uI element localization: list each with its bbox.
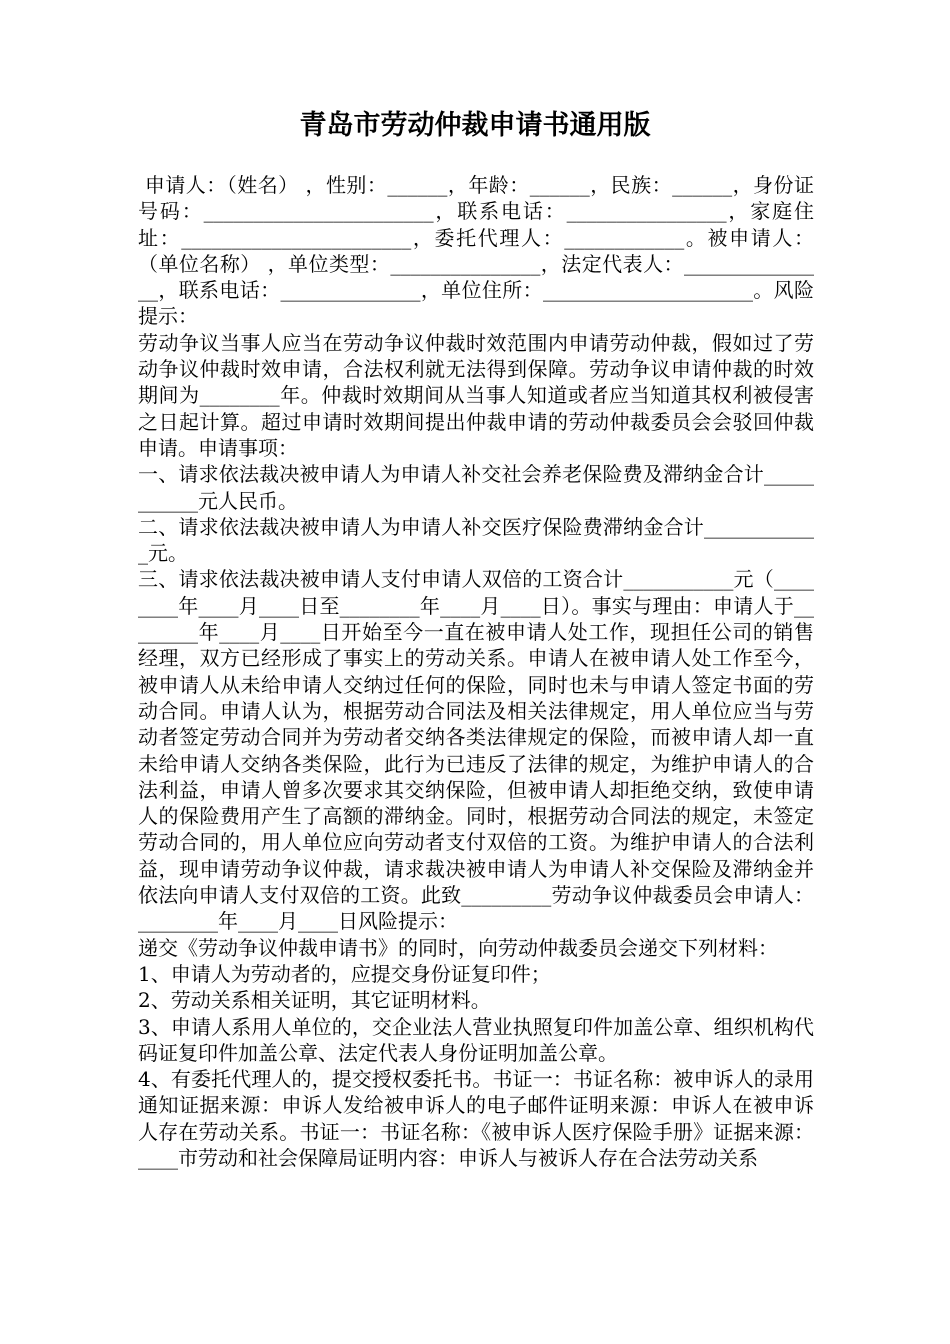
paragraph-material-2: 2、劳动关系相关证明，其它证明材料。 xyxy=(138,988,491,1013)
paragraph-material-1: 1、申请人为劳动者的，应提交身份证复印件； xyxy=(138,961,551,986)
document-body xyxy=(138,172,821,1171)
paragraph-material-3: 3、申请人系用人单位的，交企业法人营业执照复印件加盖公章、组织机构代码证复印件加盖公章、法定代表人身份证明加盖公章。 xyxy=(138,1014,814,1065)
paragraph-claim-1: 一、请求依法裁决被申请人为申请人补交社会养老保险费及滞纳金合计___________元人民币。 xyxy=(138,462,814,513)
paragraph-risk-notice: 劳动争议当事人应当在劳动争议仲裁时效范围内申请劳动仲裁，假如过了劳动争议仲裁时效申请，合法权利就无法得到保障。劳动争议申请仲裁的时效期间为________年。仲裁时效期间从当事人知道或者应当知道其权利被侵害之日起计算。超过申请时效期间提出仲裁申请的劳动仲裁委员会会驳回仲裁申请。申请事项： xyxy=(138,330,814,460)
paragraph-claim-3-facts: 三、请求依法裁决被申请人支付申请人双倍的工资合计___________元（________年____月____日至________年____月____日）。事实与理由：申请人于________年____月____日开始至今一直在被申请人处工作，现担任公司的销售经理，双方已经形成了事实上的劳动关系。申请人在被申请人处工作至今，被申请人从未给申请人交纳过任何的保险，同时也未与申请人签定书面的劳动合同。申请人认为，根据劳动合同法及相关法律规定，用人单位应当与劳动者签定劳动合同并为劳动者交纳各类法律规定的保险，而被申请人却一直未给申请人交纳各类保险，此行为已违反了法律的规定，为维护申请人的合法利益，申请人曾多次要求其交纳保险，但被申请人却拒绝交纳，致使申请人的保险费用产生了高额的滞纳金。同时，根据劳动合同法的规定，未签定劳动合同的，用人单位应向劳动者支付双倍的工资。为维护申请人的合法利益，现申请劳动争议仲裁，请求裁决被申请人为申请人补交保险及滞纳金并依法向申请人支付双倍的工资。此致_________劳动争议仲裁委员会申请人：________年____月____日风险提示： xyxy=(138,567,814,934)
paragraph-claim-2: 二、请求依法裁决被申请人为申请人补交医疗保险费滞纳金合计____________元。 xyxy=(138,514,814,566)
document-title: 青岛市劳动仲裁申请书通用版 xyxy=(299,110,651,141)
paragraph-material-4-evidence: 4、有委托代理人的，提交授权委托书。书证一：书证名称：被申诉人的录用通知证据来源：申诉人发给被申诉人的电子邮件证明来源：申诉人在被申诉人存在劳动关系。书证一：书证名称：《被申诉人医疗保险手册》证据来源：____市劳动和社会保障局证明内容：申诉人与被诉人存在合法劳动关系 xyxy=(138,1067,814,1170)
paragraph-parties: 申请人：（姓名） ，性别：______，年龄：______，民族：______，身份证号码：_______________________，联系电话：________________，家庭住址：_______________________，委托代理人：____________。被申请人： （单位名称） ，单位类型：_______________，法定代表人：_______________，联系电话：______________，单位住所：_____________________。风险提示： xyxy=(138,173,821,329)
paragraph-materials-intro: 递交《劳动争议仲裁申请书》的同时，向劳动仲裁委员会递交下列材料： xyxy=(138,935,778,960)
